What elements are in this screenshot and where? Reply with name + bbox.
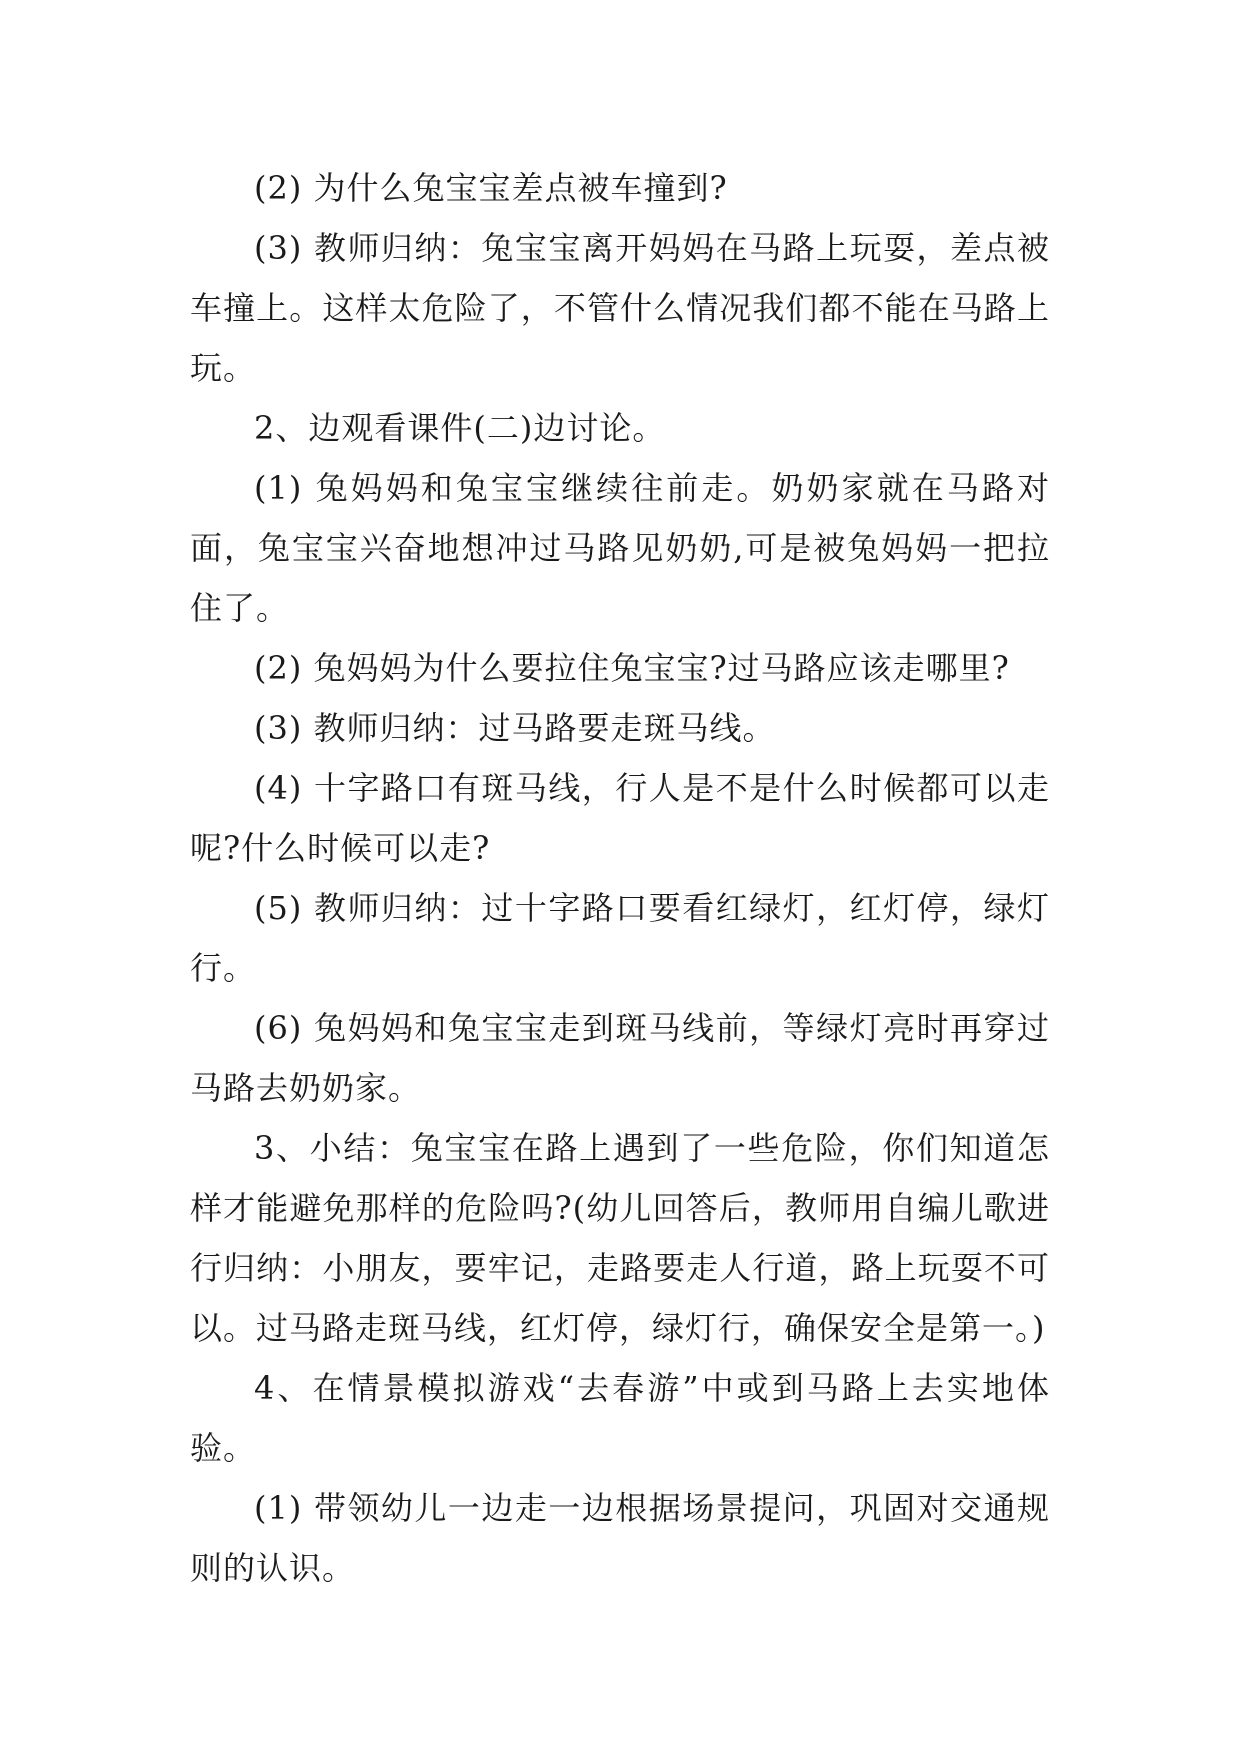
paragraph: (1) 带领幼儿一边走一边根据场景提问，巩固对交通规则的认识。 [190,1489,1050,1587]
paragraph: (6) 兔妈妈和兔宝宝走到斑马线前，等绿灯亮时再穿过马路去奶奶家。 [190,1009,1050,1107]
document-body [190,158,1050,1598]
paragraph: (3) 教师归纳：兔宝宝离开妈妈在马路上玩耍，差点被车撞上。这样太危险了，不管什么情况我们都不能在马路上玩。 [190,229,1050,387]
paragraph: (1) 兔妈妈和兔宝宝继续往前走。奶奶家就在马路对面，兔宝宝兴奋地想冲过马路见奶奶,可是被兔妈妈一把拉住了。 [190,469,1050,627]
paragraph: (4) 十字路口有斑马线，行人是不是什么时候都可以走呢?什么时候可以走? [190,769,1050,867]
paragraph: (3) 教师归纳：过马路要走斑马线。 [254,709,776,747]
paragraph: (2) 兔妈妈为什么要拉住兔宝宝?过马路应该走哪里? [254,649,1010,687]
paragraph: 3、小结：兔宝宝在路上遇到了一些危险，你们知道怎样才能避免那样的危险吗?(幼儿回答后，教师用自编儿歌进行归纳：小朋友，要牢记，走路要走人行道，路上玩耍不可以。过马路走斑马线，红灯停，绿灯行，确保安全是第一。) [190,1129,1050,1347]
paragraph: (2) 为什么兔宝宝差点被车撞到? [254,169,728,207]
paragraph: 4、在情景模拟游戏“去春游”中或到马路上去实地体验。 [190,1369,1050,1467]
paragraph: 2、边观看课件(二)边讨论。 [254,409,666,447]
paragraph: (5) 教师归纳：过十字路口要看红绿灯，红灯停，绿灯行。 [190,889,1050,987]
